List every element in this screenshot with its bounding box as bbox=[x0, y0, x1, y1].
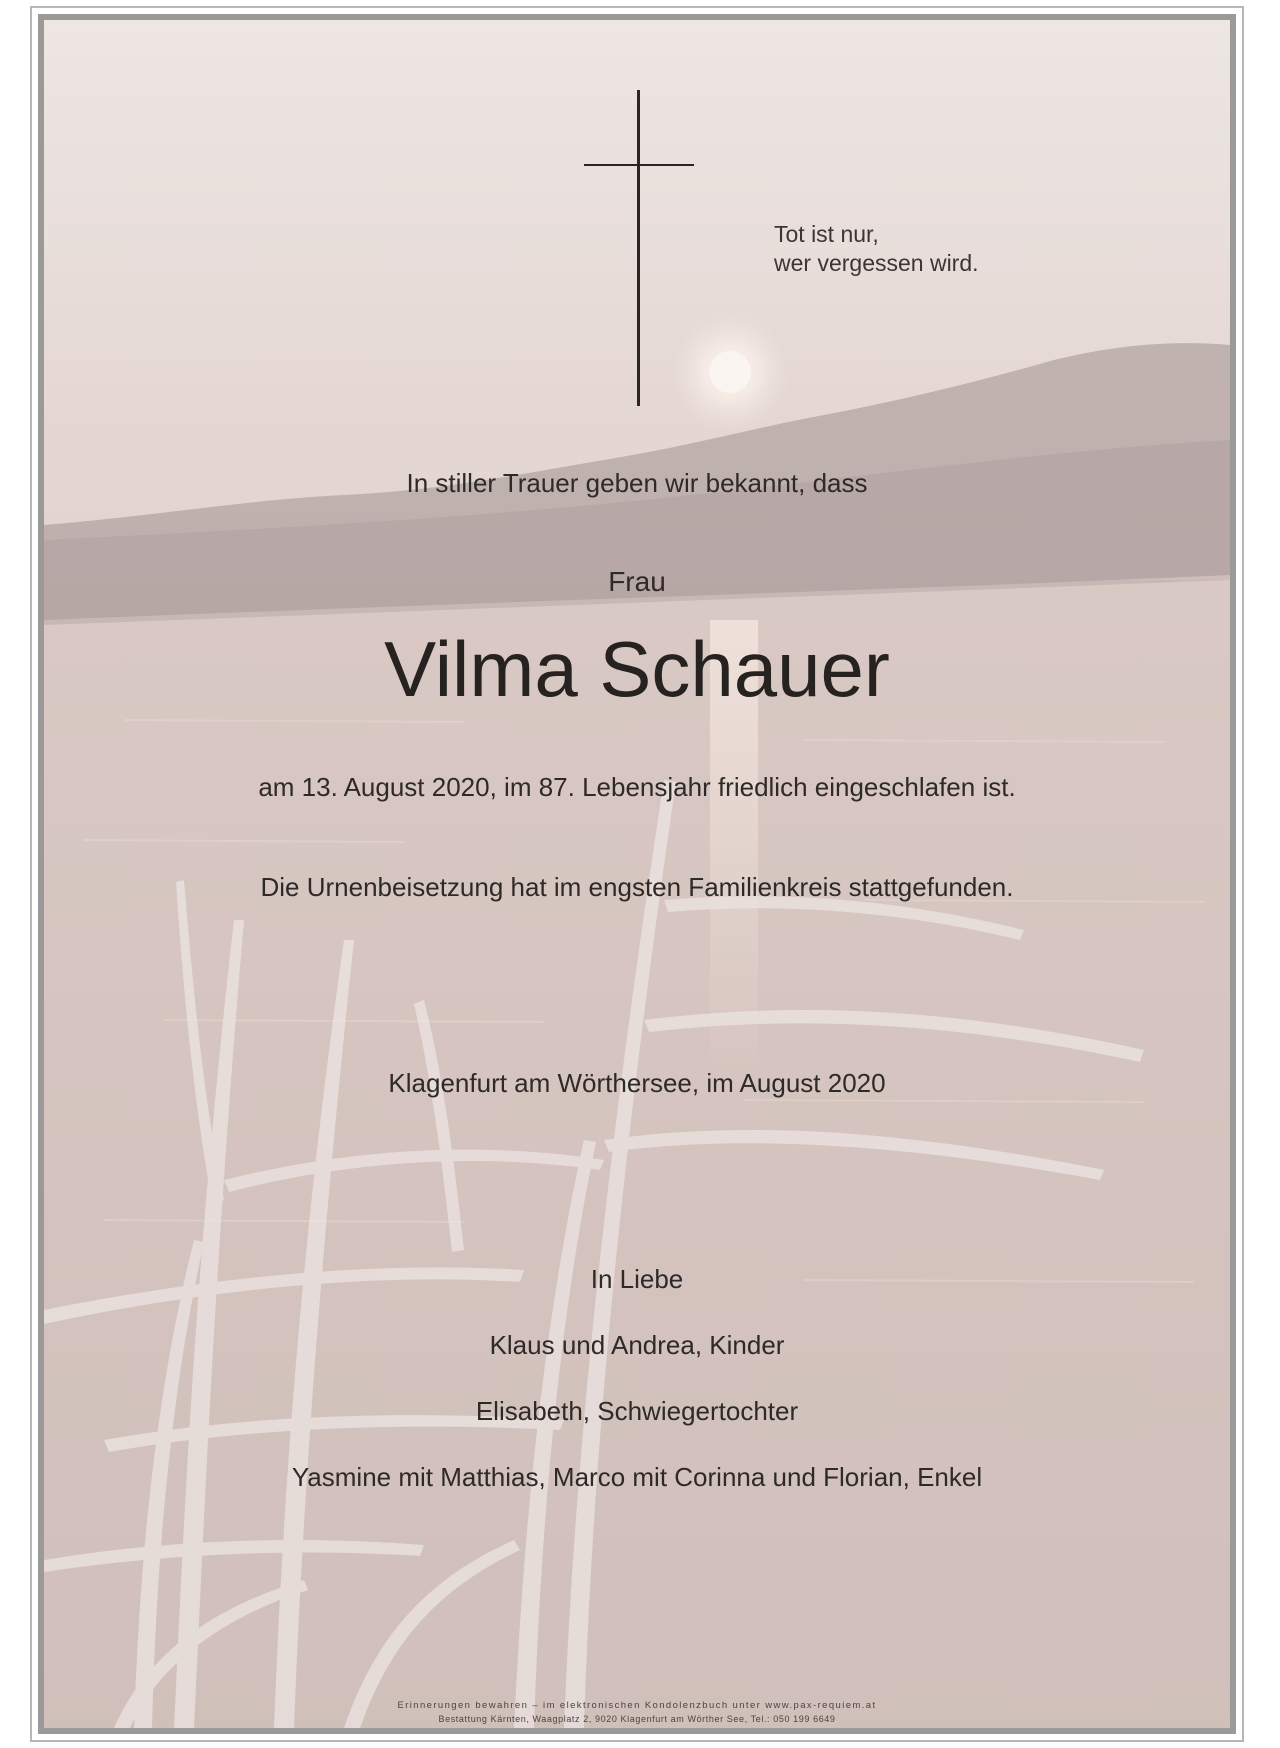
motto-quote bbox=[774, 220, 979, 278]
death-statement: am 13. August 2020, im 87. Lebensjahr friedlich eingeschlafen ist. bbox=[258, 772, 1016, 802]
footer-funeral-home-address: Bestattung Kärnten, Waagplatz 2, 9020 Klagenfurt am Wörther See, Tel.: 050 199 6649 bbox=[438, 1714, 836, 1724]
latin-cross-icon bbox=[44, 20, 1230, 440]
salutation: Frau bbox=[608, 566, 666, 597]
obituary-card bbox=[38, 14, 1236, 1734]
motto-line-1: Tot ist nur, bbox=[774, 221, 879, 247]
intro-text: In stiller Trauer geben wir bekannt, dass bbox=[406, 468, 868, 498]
motto-line-2: wer vergessen wird. bbox=[774, 250, 979, 276]
deceased-name: Vilma Schauer bbox=[384, 625, 890, 713]
place-date: Klagenfurt am Wörthersee, im August 2020 bbox=[388, 1068, 886, 1098]
footer-condolence-link: Erinnerungen bewahren – im elektronischen Kondolenzbuch unter www.pax-requiem.at bbox=[397, 1700, 877, 1711]
closing-phrase: In Liebe bbox=[590, 1264, 684, 1294]
mourner-line: Elisabeth, Schwiegertochter bbox=[475, 1396, 799, 1426]
mourner-line: Yasmine mit Matthias, Marco mit Corinna und Florian, Enkel bbox=[291, 1462, 983, 1492]
mourner-line: Klaus und Andrea, Kinder bbox=[489, 1330, 785, 1360]
burial-statement: Die Urnenbeisetzung hat im engsten Familienkreis stattgefunden. bbox=[260, 872, 1014, 902]
